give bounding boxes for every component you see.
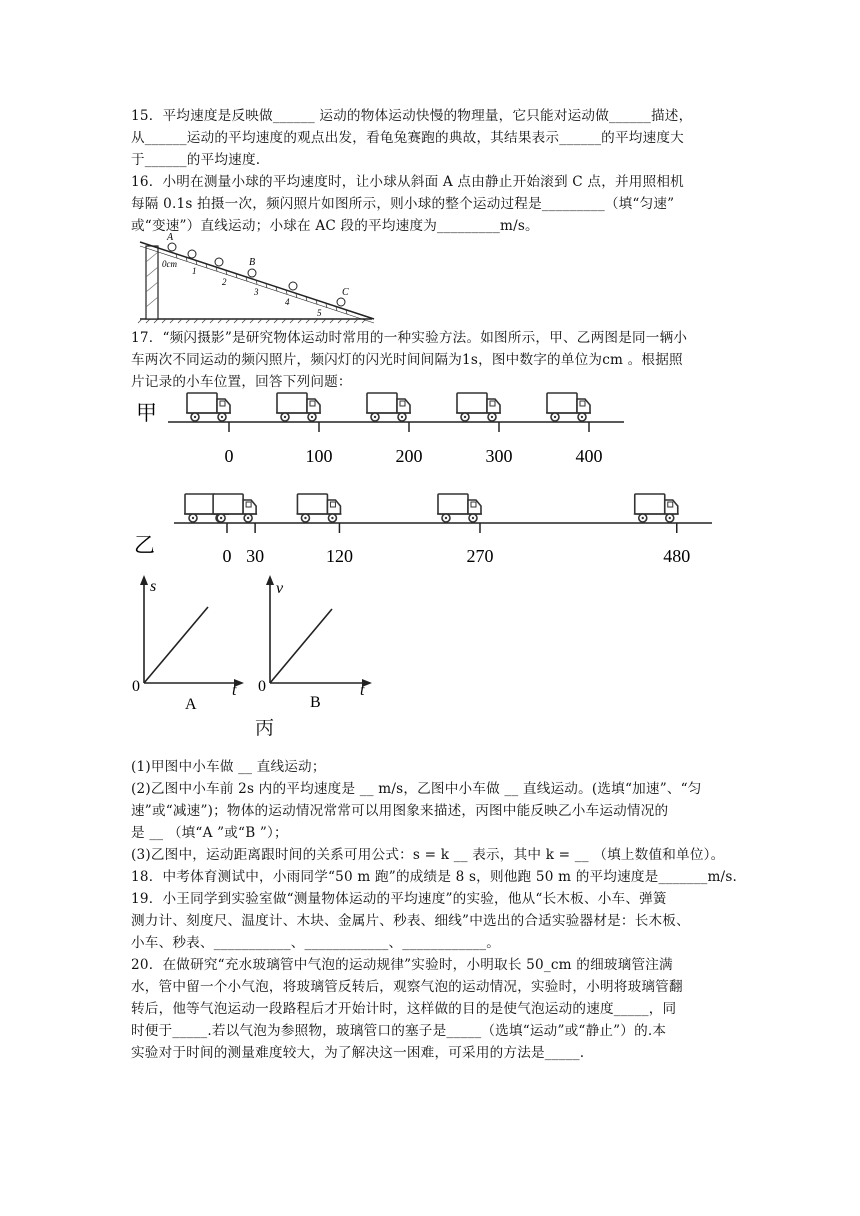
- graph-b-caption: B: [310, 694, 321, 711]
- q17-line-3: 片记录的小车位置，回答下列问题：: [131, 374, 352, 390]
- jia-tick-label: 0: [224, 446, 234, 466]
- scale-3: 3: [254, 287, 259, 297]
- jia-tick-label: 200: [395, 446, 423, 466]
- q20-line-1: 20．在做研究“充水玻璃管中气泡的运动规律”实验时，小明取长 50_cm 的细玻璃管注满: [131, 957, 673, 973]
- graph-b: [256, 573, 386, 713]
- scale-0: 0cm: [162, 259, 177, 269]
- yi-label: 乙: [134, 533, 155, 557]
- graph-b-yaxis: v: [276, 580, 284, 597]
- graph-b-xaxis: t: [360, 682, 365, 699]
- jia-tick-label: 300: [485, 446, 513, 466]
- q20-line-3: 转后，他等气泡运动一段路程后才开始计时，这样做的目的是使气泡运动的速度_____，同: [131, 1001, 677, 1017]
- q17-sub-1: (1)甲图中小车做 __ 直线运动；: [131, 759, 326, 775]
- q18-line: 18．中考体育测试中，小雨同学“50 m 跑”的成绩是 8 s，则他跑 50 m 的平均速度是_______m/s.: [131, 869, 738, 885]
- jia-label: 甲: [136, 401, 157, 425]
- q19-line-1: 19．小王同学到实验室做“测量物体运动的平均速度”的实验，他从“长木板、小车、弹簧: [131, 891, 667, 907]
- q17-line-1: 17．“频闪摄影”是研究物体运动时常用的一种实验方法。如图所示，甲、乙两图是同一辆小: [131, 330, 688, 346]
- q16-line-2: 每隔 0.1s 拍摄一次，频闪照片如图所示，则小球的整个运动过程是_________（填“匀速”: [131, 196, 675, 212]
- q15-line-3: 于______的平均速度.: [131, 152, 261, 168]
- q17-sub-2b: 速”或“减速”)；物体的运动情况常常可以用图象来描述，丙图中能反映乙小车运动情况的: [131, 803, 669, 819]
- q20-line-5: 实验对于时间的测量难度较大，为了解决这一困难，可采用的方法是_____.: [131, 1045, 585, 1061]
- q17-sub-2a: (2)乙图中小车前 2s 内的平均速度是 __ m/s，乙图中小车做 __ 直线运动。(选填“加速”、“匀: [131, 781, 702, 797]
- q17-sub-2c: 是 __ （填“A ”或“B ”）；: [131, 825, 288, 841]
- graph-a: [130, 573, 250, 713]
- yi-truck: [634, 494, 679, 522]
- yi-tick-label: 0: [222, 546, 232, 566]
- q19-line-3: 小车、秒表、___________、____________、____________。: [131, 935, 501, 951]
- q16-line-3: 或“变速”）直线运动；小球在 AC 段的平均速度为_________m/s。: [131, 218, 539, 234]
- q15-line-2: 从______运动的平均速度的观点出发，看龟兔赛跑的典故，其结果表示______的平均速度大: [131, 130, 684, 146]
- jia-truck: [186, 393, 231, 421]
- q20-line-4: 时便于_____.若以气泡为参照物，玻璃管口的塞子是_____（选填“运动”或“静止”）的.本: [131, 1023, 667, 1039]
- q17-sub-3: (3)乙图中，运动距离跟时间的关系可用公式：s = k __ 表示，其中 k = __ （填上数值和单位）。: [131, 847, 725, 863]
- jia-truck: [456, 393, 501, 421]
- jia-truck: [366, 393, 411, 421]
- jia-tick-label: 400: [575, 446, 603, 466]
- q19-line-2: 测力计、刻度尺、温度计、木块、金属片、秒表、细线”中选出的合适实验器材是：长木板、: [131, 913, 690, 929]
- yi-tick-label: 270: [466, 546, 494, 566]
- label-b: B: [249, 257, 256, 268]
- q16-line-1: 16．小明在测量小球的平均速度时，让小球从斜面 A 点由静止开始滚到 C 点，并用照相机: [131, 174, 684, 190]
- q20-line-2: 水，管中留一个小气泡，将玻璃管反转后，观察气泡的运动情况，实验时，小明将玻璃管翻: [131, 979, 683, 995]
- q17-line-2: 车两次不同运动的频闪照片，频闪灯的闪光时间间隔为1s，图中数字的单位为cm 。根据照: [131, 352, 683, 368]
- jia-truck: [276, 393, 321, 421]
- graph-a-origin: 0: [132, 678, 140, 695]
- graph-a-yaxis: s: [150, 578, 157, 595]
- q15-line-1: 15．平均速度是反映做______ 运动的物体运动快慢的物理量，它只能对运动做______描述，: [131, 108, 693, 124]
- graph-a-xaxis: t: [232, 682, 237, 699]
- scale-1: 1: [192, 266, 197, 276]
- bing-label: 丙: [255, 717, 275, 739]
- yi-tick-label: 30: [246, 546, 265, 566]
- graph-a-caption: A: [185, 696, 197, 713]
- jia-tick-label: 100: [305, 446, 333, 466]
- yi-tick-label: 480: [663, 546, 691, 566]
- yi-truck: [212, 494, 257, 522]
- scale-2: 2: [222, 277, 227, 287]
- truck-figure: [130, 390, 730, 570]
- jia-truck: [546, 393, 591, 421]
- label-a: A: [167, 232, 174, 243]
- incline-figure: [136, 232, 376, 324]
- label-c: C: [342, 287, 349, 298]
- yi-tick-label: 120: [325, 546, 353, 566]
- scale-4: 4: [285, 297, 290, 307]
- graph-b-origin: 0: [258, 678, 266, 695]
- scale-5: 5: [317, 308, 322, 318]
- yi-truck: [296, 494, 341, 522]
- yi-truck: [437, 494, 482, 522]
